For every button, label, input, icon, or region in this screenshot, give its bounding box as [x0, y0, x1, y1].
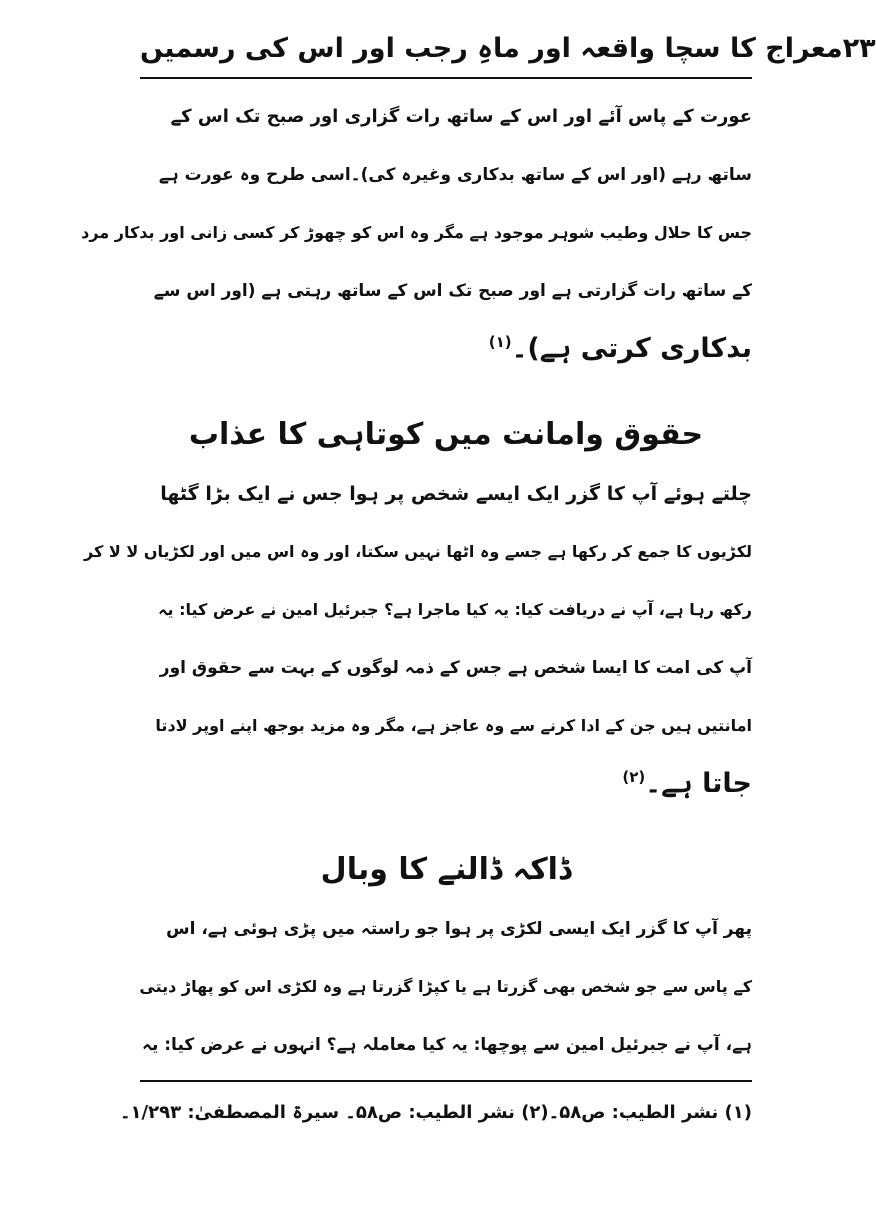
- page-number: ۲۳: [842, 32, 876, 64]
- header-rule: [140, 77, 752, 79]
- running-title: معراج کا سچا واقعہ اور ماہِ رجب اور اس کی رسمیں: [140, 32, 843, 64]
- footnote-ref-1: (۱): [488, 333, 512, 351]
- paragraph-2-line: امانتیں ہیں جن کے ادا کرنے سے وہ عاجز ہے، مگر وہ مزید بوجھ اپنے اوپر لادتا: [155, 716, 752, 735]
- paragraph-3-line: پھر آپ کا گزر ایک ایسی لکڑی پر ہوا جو راستہ میں پڑی ہوئی ہے، اس: [166, 919, 752, 939]
- paragraph-3-line: ہے، آپ نے جبرئیل امین سے پوچھا: یہ کیا معاملہ ہے؟ انہوں نے عرض کیا: یہ: [142, 1035, 752, 1055]
- paragraph-2-line: رکھ رہا ہے، آپ نے دریافت کیا: یہ کیا ماجرا ہے؟ جبرئیل امین نے عرض کیا: یہ: [158, 600, 752, 619]
- paragraph-2-line: جاتا ہے۔: [645, 768, 752, 799]
- paragraph-2-line: چلتے ہوئے آپ کا گزر ایک ایسے شخص پر ہوا جس نے ایک بڑا گٹھا: [160, 483, 752, 505]
- paragraph-2-line: لکڑیوں کا جمع کر رکھا ہے جسے وہ اٹھا نہیں سکتا، اور وہ اس میں اور لکڑیاں لا لا کر: [84, 542, 752, 561]
- footnote-rule: [140, 1080, 752, 1082]
- paragraph-1-line: کے ساتھ رات گزارتی ہے اور صبح تک اس کے ساتھ رہتی ہے (اور اس سے: [153, 281, 752, 301]
- footnote-ref-2: (۲): [622, 768, 646, 786]
- section-heading-2: ڈاکہ ڈالنے کا وبال: [320, 852, 572, 887]
- footnote-2: (۲) نشر الطیب: ص۵۸۔ سیرۃ المصطفیٰ: ۱/۲۹۳۔: [120, 1101, 549, 1123]
- paragraph-2-line: آپ کی امت کا ایسا شخص ہے جس کے ذمہ لوگوں کے بہت سے حقوق اور: [159, 658, 752, 678]
- paragraph-1-line: ساتھ رہے (اور اس کے ساتھ بدکاری وغیرہ کی)۔اسی طرح وہ عورت ہے: [158, 165, 752, 185]
- paragraph-3-line: کے پاس سے جو شخص بھی گزرتا ہے یا کپڑا گزرتا ہے وہ لکڑی اس کو پھاڑ دیتی: [139, 977, 752, 996]
- paragraph-1-line: جس کا حلال وطیب شوہر موجود ہے مگر وہ اس کو چھوڑ کر کسی زانی اور بدکار مرد: [81, 223, 752, 242]
- footnote-1: (۱) نشر الطیب: ص۵۸۔: [548, 1101, 752, 1123]
- paragraph-2-last-line: [140, 755, 752, 813]
- paragraph-2: [84, 465, 752, 813]
- section-heading-1: حقوق وامانت میں کوتاہی کا عذاب: [188, 417, 704, 452]
- paragraph-1-line: عورت کے پاس آئے اور اس کے ساتھ رات گزاری اور صبح تک اس کے: [170, 106, 752, 127]
- paragraph-1: [81, 88, 752, 378]
- paragraph-3: [140, 900, 752, 1074]
- running-head: [140, 22, 876, 74]
- paragraph-1-line: بدکاری کرتی ہے)۔: [511, 333, 752, 364]
- paragraph-1-last-line: [140, 320, 752, 378]
- footnotes: [120, 1092, 752, 1132]
